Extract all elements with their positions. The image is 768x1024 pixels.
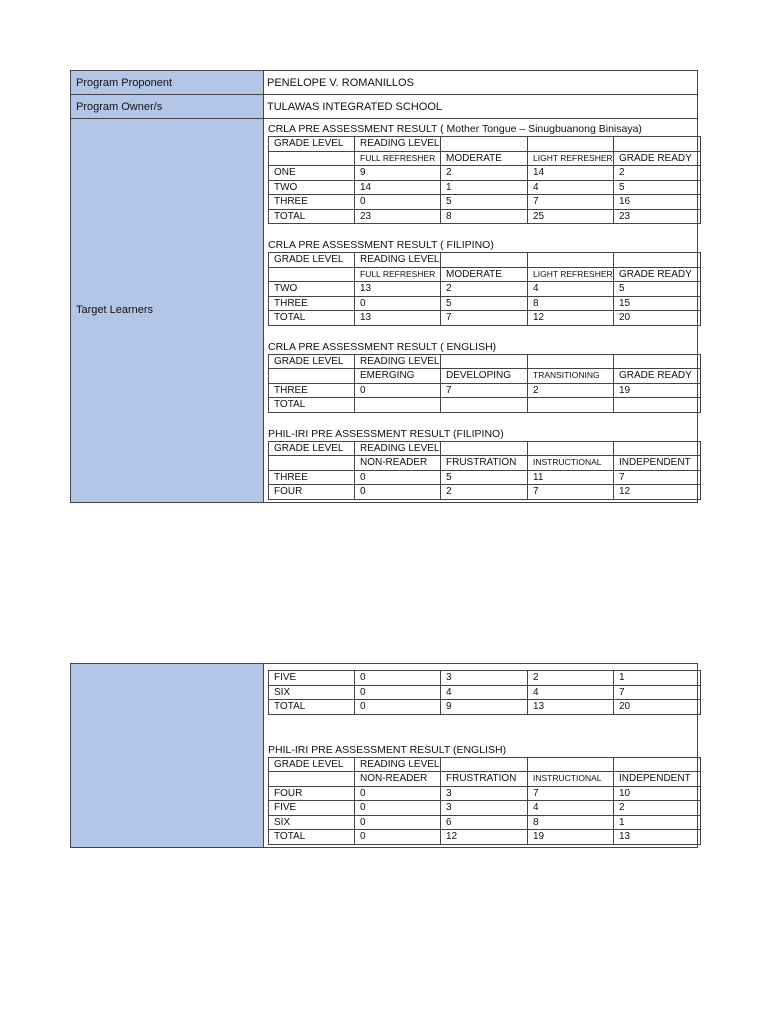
value-cell: 3 — [441, 671, 528, 686]
column-header: GRADE READY — [614, 267, 701, 282]
grade-cell: THREE — [269, 470, 355, 485]
value-cell: 13 — [355, 311, 441, 326]
value-cell: 8 — [528, 815, 614, 830]
phil-fil-table-continued — [268, 670, 701, 715]
table-row — [269, 470, 701, 485]
grade-cell: THREE — [269, 383, 355, 398]
target-learners-content — [264, 119, 698, 503]
value-cell: 15 — [614, 296, 701, 311]
value-cell — [441, 398, 528, 413]
continuation-label-cell — [71, 664, 264, 848]
value-cell: 8 — [441, 209, 528, 224]
column-header: FULL REFRESHER — [355, 267, 441, 282]
value-cell: 25 — [528, 209, 614, 224]
proponent-value: PENELOPE V. ROMANILLOS — [264, 71, 698, 95]
value-cell: 2 — [441, 282, 528, 297]
table-row — [269, 700, 701, 715]
column-header: GRADE READY — [614, 369, 701, 384]
value-cell: 7 — [441, 383, 528, 398]
table-row — [269, 801, 701, 816]
value-cell: 0 — [355, 815, 441, 830]
grade-level-header: GRADE LEVEL — [269, 137, 355, 152]
column-header: FRUSTRATION — [441, 772, 528, 787]
value-cell: 4 — [528, 180, 614, 195]
owner-value: TULAWAS INTEGRATED SCHOOL — [264, 95, 698, 119]
column-header: INDEPENDENT — [614, 456, 701, 471]
reading-level-header: READING LEVEL — [355, 354, 441, 369]
value-cell: 0 — [355, 195, 441, 210]
program-info-table — [70, 70, 698, 503]
proponent-label: Program Proponent — [71, 71, 264, 95]
table-row — [269, 296, 701, 311]
table-row — [269, 195, 701, 210]
grade-cell: FOUR — [269, 786, 355, 801]
column-header: LIGHT REFRESHER — [528, 151, 614, 166]
value-cell: 23 — [614, 209, 701, 224]
value-cell — [528, 398, 614, 413]
table-row — [269, 398, 701, 413]
column-header: MODERATE — [441, 267, 528, 282]
crla-eng-table — [268, 354, 701, 413]
table-row — [269, 311, 701, 326]
phil-fil-title: PHIL-IRI PRE ASSESSMENT RESULT (FILIPINO) — [268, 427, 504, 440]
value-cell: 4 — [528, 685, 614, 700]
grade-cell: TWO — [269, 180, 355, 195]
table-row — [269, 830, 701, 845]
column-header: INSTRUCTIONAL — [528, 456, 614, 471]
value-cell: 6 — [441, 815, 528, 830]
value-cell: 3 — [441, 786, 528, 801]
value-cell: 7 — [528, 786, 614, 801]
grade-cell: TOTAL — [269, 700, 355, 715]
value-cell: 5 — [441, 470, 528, 485]
value-cell: 0 — [355, 470, 441, 485]
column-header: INDEPENDENT — [614, 772, 701, 787]
value-cell: 20 — [614, 311, 701, 326]
column-header: NON-READER — [355, 456, 441, 471]
grade-level-header: GRADE LEVEL — [269, 757, 355, 772]
grade-level-header: GRADE LEVEL — [269, 354, 355, 369]
value-cell: 3 — [441, 801, 528, 816]
value-cell: 16 — [614, 195, 701, 210]
value-cell: 2 — [528, 671, 614, 686]
grade-level-header: GRADE LEVEL — [269, 441, 355, 456]
column-header: FULL REFRESHER — [355, 151, 441, 166]
value-cell: 13 — [614, 830, 701, 845]
grade-cell: THREE — [269, 296, 355, 311]
continuation-table — [70, 663, 698, 848]
value-cell: 11 — [528, 470, 614, 485]
value-cell: 14 — [528, 166, 614, 181]
crla-mt-table — [268, 136, 701, 224]
value-cell: 13 — [355, 282, 441, 297]
value-cell: 0 — [355, 485, 441, 500]
value-cell: 19 — [528, 830, 614, 845]
value-cell: 7 — [441, 311, 528, 326]
table-row — [269, 485, 701, 500]
grade-cell: ONE — [269, 166, 355, 181]
continuation-content — [264, 664, 698, 848]
grade-cell: THREE — [269, 195, 355, 210]
grade-cell: TOTAL — [269, 209, 355, 224]
table-row — [269, 685, 701, 700]
crla-eng-title: CRLA PRE ASSESSMENT RESULT ( ENGLISH) — [268, 340, 497, 353]
column-header: DEVELOPING — [441, 369, 528, 384]
target-learners-label: Target Learners — [71, 119, 264, 503]
value-cell — [614, 398, 701, 413]
value-cell: 5 — [614, 282, 701, 297]
value-cell: 7 — [528, 195, 614, 210]
crla-fil-title: CRLA PRE ASSESSMENT RESULT ( FILIPINO) — [268, 239, 494, 251]
grade-cell: TOTAL — [269, 398, 355, 413]
value-cell: 2 — [528, 383, 614, 398]
value-cell: 0 — [355, 801, 441, 816]
phil-eng-title: PHIL-IRI PRE ASSESSMENT RESULT (ENGLISH) — [268, 743, 507, 756]
value-cell: 0 — [355, 685, 441, 700]
value-cell: 7 — [614, 685, 701, 700]
value-cell: 7 — [614, 470, 701, 485]
column-header: NON-READER — [355, 772, 441, 787]
value-cell: 5 — [441, 296, 528, 311]
grade-cell: FOUR — [269, 485, 355, 500]
value-cell: 2 — [614, 801, 701, 816]
value-cell: 5 — [614, 180, 701, 195]
column-header: MODERATE — [441, 151, 528, 166]
grade-cell: SIX — [269, 685, 355, 700]
value-cell: 0 — [355, 296, 441, 311]
value-cell: 0 — [355, 700, 441, 715]
value-cell: 2 — [614, 166, 701, 181]
value-cell: 5 — [441, 195, 528, 210]
value-cell: 4 — [528, 282, 614, 297]
value-cell: 1 — [614, 671, 701, 686]
value-cell: 20 — [614, 700, 701, 715]
table-row — [269, 786, 701, 801]
grade-cell: TOTAL — [269, 311, 355, 326]
column-header: LIGHT REFRESHER — [528, 267, 614, 282]
reading-level-header: READING LEVEL — [355, 253, 441, 268]
table-row — [269, 815, 701, 830]
reading-level-header: READING LEVEL — [355, 757, 441, 772]
value-cell: 12 — [528, 311, 614, 326]
value-cell: 1 — [614, 815, 701, 830]
value-cell: 13 — [528, 700, 614, 715]
value-cell: 14 — [355, 180, 441, 195]
value-cell: 4 — [441, 685, 528, 700]
value-cell: 0 — [355, 383, 441, 398]
value-cell: 1 — [441, 180, 528, 195]
value-cell: 4 — [528, 801, 614, 816]
value-cell: 12 — [441, 830, 528, 845]
grade-cell: FIVE — [269, 801, 355, 816]
value-cell: 0 — [355, 786, 441, 801]
table-row — [269, 671, 701, 686]
table-row — [269, 166, 701, 181]
column-header: GRADE READY — [614, 151, 701, 166]
grade-cell: FIVE — [269, 671, 355, 686]
table-row — [269, 282, 701, 297]
phil-eng-table — [268, 757, 701, 845]
value-cell: 2 — [441, 166, 528, 181]
value-cell: 19 — [614, 383, 701, 398]
crla-mt-title: CRLA PRE ASSESSMENT RESULT ( Mother Tongue – Sinugbuanong Binisaya) — [268, 123, 642, 135]
reading-level-header: READING LEVEL — [355, 137, 441, 152]
column-header: INSTRUCTIONAL — [528, 772, 614, 787]
value-cell: 0 — [355, 671, 441, 686]
value-cell: 23 — [355, 209, 441, 224]
value-cell: 7 — [528, 485, 614, 500]
phil-fil-table — [268, 441, 701, 500]
value-cell: 9 — [355, 166, 441, 181]
column-header: EMERGING — [355, 369, 441, 384]
table-row — [269, 383, 701, 398]
value-cell: 0 — [355, 830, 441, 845]
grade-cell: TOTAL — [269, 830, 355, 845]
column-header: FRUSTRATION — [441, 456, 528, 471]
value-cell: 12 — [614, 485, 701, 500]
reading-level-header: READING LEVEL — [355, 441, 441, 456]
table-row — [269, 180, 701, 195]
table-row — [269, 209, 701, 224]
value-cell — [355, 398, 441, 413]
column-header: TRANSITIONING — [528, 369, 614, 384]
value-cell: 8 — [528, 296, 614, 311]
grade-cell: TWO — [269, 282, 355, 297]
grade-level-header: GRADE LEVEL — [269, 253, 355, 268]
owner-label: Program Owner/s — [71, 95, 264, 119]
grade-cell: SIX — [269, 815, 355, 830]
crla-fil-table — [268, 252, 701, 326]
value-cell: 10 — [614, 786, 701, 801]
value-cell: 2 — [441, 485, 528, 500]
value-cell: 9 — [441, 700, 528, 715]
